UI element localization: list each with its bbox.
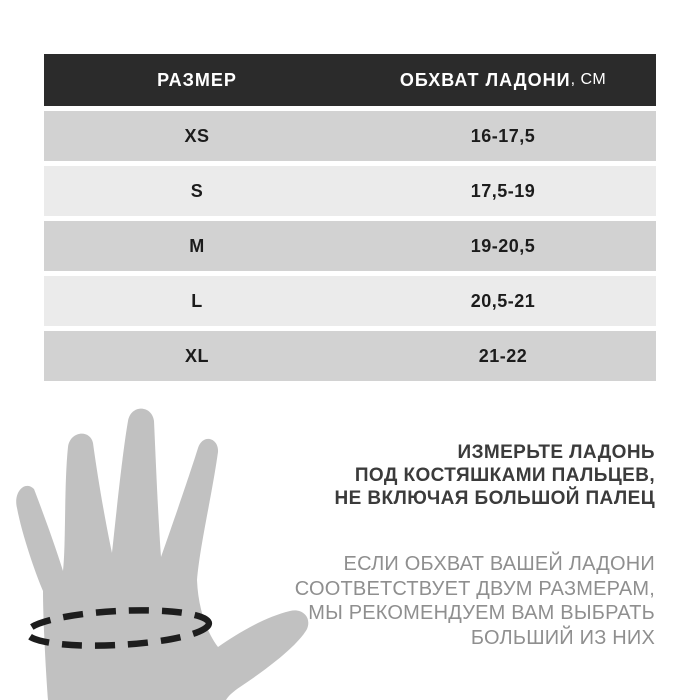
table-row-m — [44, 221, 656, 271]
palm-cell: 21-22 — [478, 345, 528, 366]
header-cell-palm — [350, 54, 656, 106]
note-line: НЕ ВКЛЮЧАЯ БОЛЬШОЙ ПАЛЕЦ — [334, 488, 655, 509]
table-row-l — [44, 276, 656, 326]
palm-cell: 16-17,5 — [470, 125, 536, 146]
hand-measurement-icon — [0, 395, 330, 700]
size-table — [44, 54, 656, 386]
note-line: ИЗМЕРЬТЕ ЛАДОНЬ — [457, 442, 655, 463]
table-row-xs — [44, 111, 656, 161]
header-palm-label: ОБХВАТ ЛАДОНИ — [399, 69, 571, 90]
size-cell: XS — [184, 125, 210, 146]
palm-cell: 19-20,5 — [470, 235, 536, 256]
size-advice-note — [295, 552, 655, 650]
size-cell: XL — [184, 345, 209, 366]
hand-illustration — [0, 395, 330, 700]
size-cell: M — [189, 235, 205, 256]
hand-silhouette — [16, 409, 308, 700]
note-line: ЕСЛИ ОБХВАТ ВАШЕЙ ЛАДОНИ — [343, 553, 655, 575]
table-row-xl — [44, 331, 656, 381]
size-cell: L — [191, 290, 203, 311]
header-cell-size — [44, 54, 350, 106]
table-row-s — [44, 166, 656, 216]
table-header-row — [44, 54, 656, 106]
palm-cell: 17,5-19 — [470, 180, 536, 201]
measure-instruction-note — [334, 441, 655, 510]
note-line: МЫ РЕКОМЕНДУЕМ ВАМ ВЫБРАТЬ — [308, 602, 655, 624]
header-size-label: РАЗМЕР — [157, 69, 237, 90]
note-line: СООТВЕТСТВУЕТ ДВУМ РАЗМЕРАМ, — [294, 577, 655, 600]
note-line: ПОД КОСТЯШКАМИ ПАЛЬЦЕВ, — [354, 465, 655, 486]
note-line: БОЛЬШИЙ ИЗ НИХ — [470, 626, 655, 649]
palm-cell: 20,5-21 — [470, 290, 536, 311]
size-cell: S — [190, 180, 204, 201]
header-palm-unit-label: , СМ — [570, 71, 607, 88]
